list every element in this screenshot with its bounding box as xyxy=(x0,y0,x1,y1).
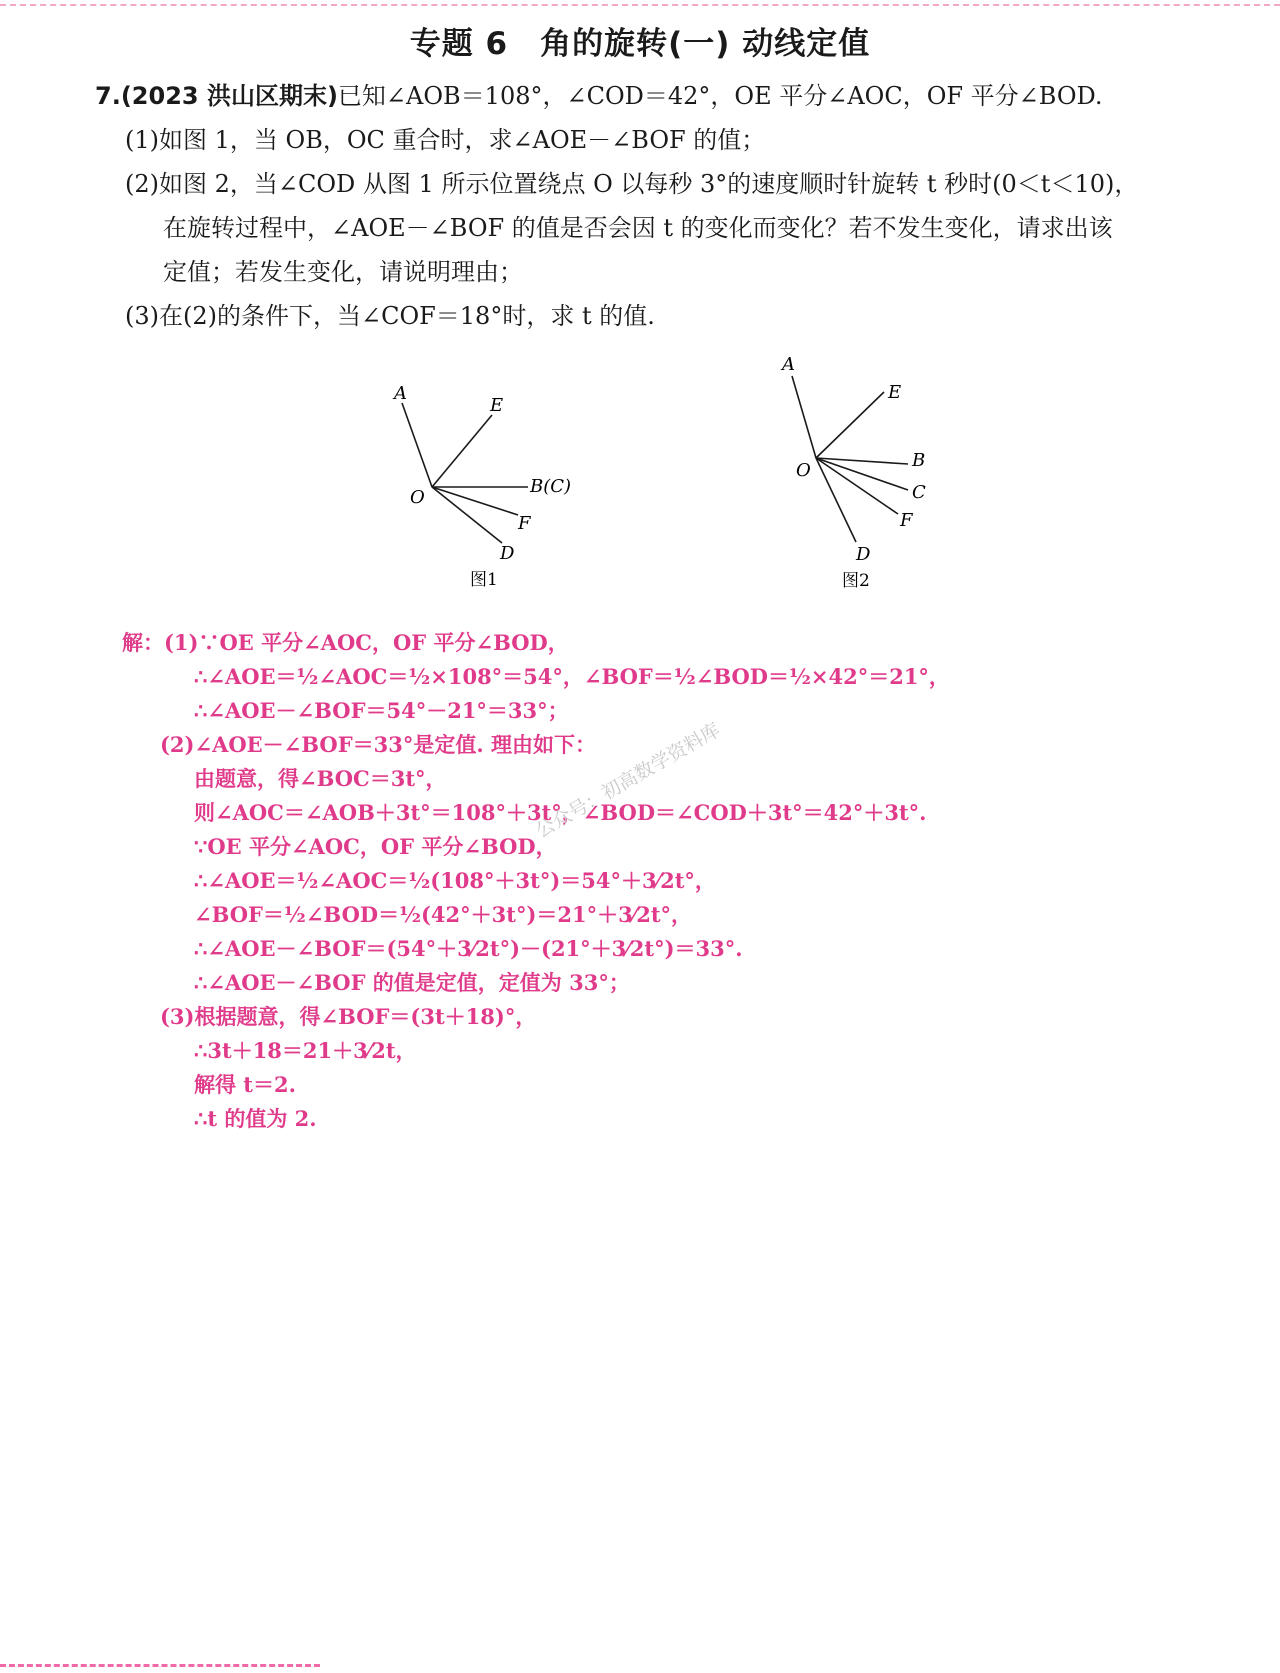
label-A: A xyxy=(394,383,407,404)
top-dashed-border xyxy=(0,4,1280,6)
solution-line-15: ∴t 的值为 2. xyxy=(194,1106,317,1131)
problem-source: (2023 洪山区期末) xyxy=(120,82,338,110)
problem-stem: 已知∠AOB＝108°，∠COD＝42°，OE 平分∠AOC，OF 平分∠BOD. xyxy=(337,82,1103,110)
page-title: 专题 6 角的旋转(一) 动线定值 xyxy=(409,26,871,62)
question-2-line-1: (2)如图 2，当∠COD 从图 1 所示位置绕点 O 以每秒 3°的速度顺时针旋转 t 秒时(0＜t＜10)， xyxy=(125,170,1139,198)
label-D: D xyxy=(500,543,515,564)
label-F: F xyxy=(900,510,913,531)
label-D: D xyxy=(856,544,871,565)
label-A: A xyxy=(782,354,795,375)
ray-OF xyxy=(432,487,518,515)
bottom-dashed-bar xyxy=(0,1664,320,1667)
label-O: O xyxy=(796,460,811,481)
question-2-line-2: 在旋转过程中，∠AOE－∠BOF 的值是否会因 t 的变化而变化？若不发生变化，请求出该 xyxy=(163,214,1113,242)
solution-line-4: (2)∠AOE－∠BOF＝33°是定值. 理由如下： xyxy=(160,732,596,757)
solution-line-10: ∴∠AOE－∠BOF＝(54°＋3⁄2t°)－(21°＋3⁄2t°)＝33°. xyxy=(194,936,743,961)
question-1: (1)如图 1，当 OB，OC 重合时，求∠AOE－∠BOF 的值； xyxy=(125,126,766,154)
figure-2 xyxy=(780,352,980,592)
ray-OA xyxy=(402,403,432,487)
question-2-line-3: 定值；若发生变化，请说明理由； xyxy=(163,258,523,286)
figure-1-caption: 图1 xyxy=(470,570,498,590)
label-BC: B(C) xyxy=(530,476,572,497)
problem-number: 7. xyxy=(95,82,121,110)
figure-2-diagram xyxy=(780,352,980,592)
solution-line-12: (3)根据题意，得∠BOF＝(3t＋18)°， xyxy=(160,1004,537,1029)
question-3: (3)在(2)的条件下，当∠COF＝18°时，求 t 的值. xyxy=(125,302,655,330)
problem-stem-line xyxy=(95,74,1225,118)
ray-OD xyxy=(432,487,502,543)
solution-block xyxy=(122,626,1202,1136)
solution-line-6: 则∠AOC＝∠AOB＋3t°＝108°＋3t°，∠BOD＝∠COD＋3t°＝42°＋3t°. xyxy=(194,800,927,825)
solution-line-9: ∠BOF＝½∠BOD＝½(42°＋3t°)＝21°＋3⁄2t°， xyxy=(194,902,693,927)
figure-1-diagram xyxy=(380,375,600,595)
solution-line-11: ∴∠AOE－∠BOF 的值是定值，定值为 33°； xyxy=(194,970,630,995)
solution-line-7: ∵OE 平分∠AOC，OF 平分∠BOD， xyxy=(194,834,557,859)
label-F: F xyxy=(518,513,531,534)
label-E: E xyxy=(888,382,902,403)
label-E: E xyxy=(490,395,504,416)
solution-line-13: ∴3t＋18＝21＋3⁄2t， xyxy=(194,1038,417,1063)
ray-OE xyxy=(432,415,492,487)
ray-OE xyxy=(816,392,884,458)
problem-block xyxy=(95,74,1225,338)
label-C: C xyxy=(912,482,926,503)
label-O: O xyxy=(410,487,425,508)
solution-line-14: 解得 t＝2. xyxy=(194,1072,296,1097)
solution-line-8: ∴∠AOE＝½∠AOC＝½(108°＋3t°)＝54°＋3⁄2t°， xyxy=(194,868,716,893)
solution-line-2: ∴∠AOE＝½∠AOC＝½×108°＝54°，∠BOF＝½∠BOD＝½×42°＝21°， xyxy=(194,664,950,689)
label-B: B xyxy=(912,450,926,471)
solution-line-5: 由题意，得∠BOC＝3t°， xyxy=(194,766,447,791)
solution-line-3: ∴∠AOE－∠BOF＝54°－21°＝33°； xyxy=(194,698,569,723)
figure-2-caption: 图2 xyxy=(842,571,870,591)
solution-line-1: 解：(1)∵OE 平分∠AOC，OF 平分∠BOD， xyxy=(122,630,569,655)
figure-1 xyxy=(380,375,600,595)
ray-OF xyxy=(816,458,898,514)
ray-OA xyxy=(792,376,816,458)
watermark: 公众号：初高数学资料库 xyxy=(532,718,725,843)
